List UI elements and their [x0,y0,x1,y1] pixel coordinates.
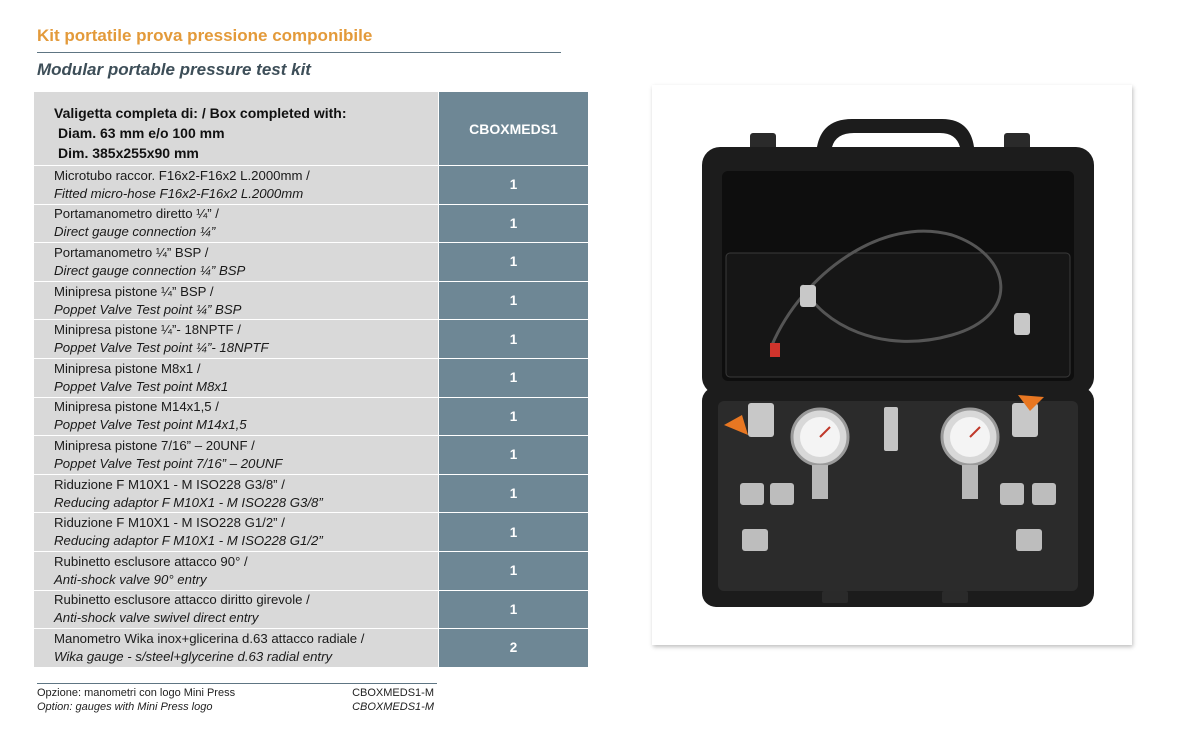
component-name-en: Anti-shock valve 90° entry [54,571,207,587]
component-name-it: Riduzione F M10X1 - M ISO228 G1/2” / [54,515,285,531]
component-name-it: Minipresa pistone M14x1,5 / [54,399,219,415]
component-description [34,474,439,513]
gauge-left-stem [812,465,828,499]
table-row [34,166,589,205]
component-description [34,551,439,590]
product-code: CBOXMEDS1 [439,92,589,166]
component-name-it: Minipresa pistone 7/16” – 20UNF / [54,437,255,453]
center-adaptor [884,407,898,451]
component-name-en: Poppet Valve Test point M8x1 [54,378,229,394]
table-row [34,358,589,397]
table-row [34,281,589,320]
component-name-it: Minipresa pistone M8x1 / [54,360,201,376]
component-quantity: 1 [439,281,589,320]
option-text-it: Opzione: manometri con logo Mini Press [37,687,236,699]
component-name-it: Riduzione F M10X1 - M ISO228 G3/8” / [54,476,285,492]
table-row [34,629,589,668]
title-english: Modular portable pressure test kit [37,60,311,79]
component-name-en: Poppet Valve Test point ¼”- 18NPTF [54,340,269,356]
test-point-4 [1032,483,1056,505]
table-row [34,397,589,436]
test-point-1 [740,483,764,505]
header-description [34,92,439,166]
component-quantity: 1 [439,166,589,205]
component-name-it: Minipresa pistone ¼”- 18NPTF / [54,322,241,338]
component-name-it: Rubinetto esclusore attacco diritto girevole / [54,592,310,608]
case-illustration [652,85,1132,645]
component-description [34,629,439,668]
case-handle [817,119,974,147]
component-quantity: 1 [439,436,589,475]
valve-right [1012,403,1038,437]
table-header-row [34,92,589,166]
table-row [34,243,589,282]
component-name-it: Manometro Wika inox+glicerina d.63 attacco radiale / [54,630,365,646]
table-row [34,590,589,629]
title-italian: Kit portatile prova pressione componibile [37,26,373,45]
red-tag [770,343,780,357]
component-name-en: Direct gauge connection ¼” [54,224,216,240]
title-divider [37,52,561,53]
component-name-en: Poppet Valve Test point M14x1,5 [54,417,247,433]
table-row [34,204,589,243]
component-quantity: 1 [439,397,589,436]
component-name-it: Portamanometro ¼” BSP / [54,244,209,260]
option-text-en: Option: gauges with Mini Press logo [37,701,213,713]
table-row [34,551,589,590]
reducer-right [1016,529,1042,551]
component-quantity: 1 [439,243,589,282]
header-line-2: Diam. 63 mm e/o 100 mm [58,125,225,141]
table-row [34,436,589,475]
component-name-it: Portamanometro diretto ¼” / [54,206,219,222]
test-point-3 [1000,483,1024,505]
base-hinge-right [942,591,968,603]
component-quantity: 2 [439,629,589,668]
component-name-en: Reducing adaptor F M10X1 - M ISO228 G3/8” [54,494,323,510]
component-description [34,166,439,205]
component-quantity: 1 [439,513,589,552]
kit-case-photo [652,85,1132,645]
component-quantity: 1 [439,551,589,590]
component-quantity: 1 [439,474,589,513]
component-name-en: Fitted micro-hose F16x2-F16x2 L.2000mm [54,185,304,201]
component-description [34,204,439,243]
option-code-it: CBOXMEDS1-M [352,687,434,699]
header-line-1: Valigetta completa di: / Box completed with: [54,105,347,121]
valve-left [748,403,774,437]
component-description [34,590,439,629]
component-name-en: Direct gauge connection ¼” BSP [54,262,246,278]
component-quantity: 1 [439,590,589,629]
table-row [34,474,589,513]
component-quantity: 1 [439,320,589,359]
table-row [34,513,589,552]
hose-fitting-right [1014,313,1030,335]
kit-components-table [33,91,589,668]
reducer-left [742,529,768,551]
component-description [34,436,439,475]
option-note [37,683,437,714]
test-point-2 [770,483,794,505]
gauge-right-stem [962,465,978,499]
component-name-en: Poppet Valve Test point ¼” BSP [54,301,242,317]
component-name-en: Wika gauge - s/steel+glycerine d.63 radial entry [54,648,333,664]
component-name-en: Poppet Valve Test point 7/16” – 20UNF [54,455,283,471]
component-quantity: 1 [439,358,589,397]
component-description [34,243,439,282]
header-line-3: Dim. 385x255x90 mm [58,145,199,161]
component-description [34,281,439,320]
base-hinge-left [822,591,848,603]
component-name-it: Microtubo raccor. F16x2-F16x2 L.2000mm / [54,167,310,183]
component-description [34,320,439,359]
component-name-it: Minipresa pistone ¼” BSP / [54,283,214,299]
table-row [34,320,589,359]
component-rows [34,166,589,668]
component-description [34,397,439,436]
hose-fitting-left [800,285,816,307]
component-name-en: Anti-shock valve swivel direct entry [54,610,259,626]
component-name-it: Rubinetto esclusore attacco 90° / [54,553,248,569]
component-name-en: Reducing adaptor F M10X1 - M ISO228 G1/2” [54,533,323,549]
component-quantity: 1 [439,204,589,243]
component-description [34,358,439,397]
option-code-en: CBOXMEDS1-M [352,701,434,713]
component-description [34,513,439,552]
